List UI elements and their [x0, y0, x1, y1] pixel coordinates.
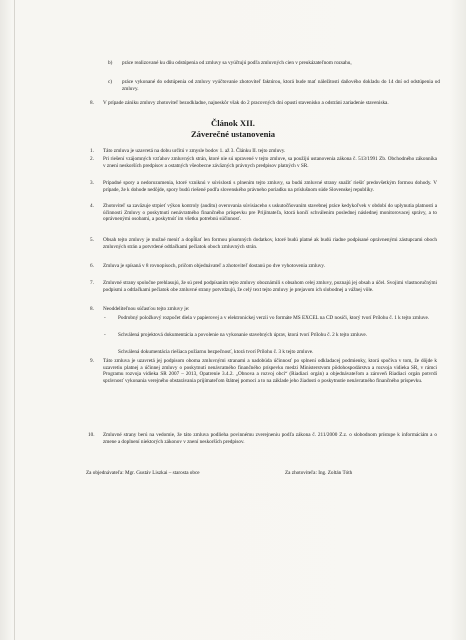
list-item	[0, 100, 466, 114]
item-label: 6.	[90, 263, 94, 269]
item-text: Obsah tejto zmluvy je možné meniť a dopĺňať len formou písomných dodatkov, ktoré budú platné ak budú riadne podpísané oprávnenými zástupcami oboch zmluvných strán a potvrdené odtlačkami pečiatok oboch zmluvných strán.	[103, 237, 437, 250]
item-text: Zhotoviteľ sa zaväzuje strpieť výkon kontroly (auditu) overovania súvisiaceho s uskutočňovaním stavebnej práce kedykoľvek v období do uplynutia platnosti a účinnosti Zmluvy o poskytnutí nenávratného finančného príspevku pre Prijímateľa, ktorá končí schválením poslednej následnej monitorovacej správy, a to oprávnenými osobami, a poskytnúť im všetku potrebnú súčinnosť.	[103, 203, 437, 223]
article-subtitle: Záverečné ustanovenia	[190, 129, 276, 139]
item-text: práce vykonané do odstúpenia od zmluvy vyúčtovanie zhotoviteľ faktúrou, ktorá bude mať náležitosti daňového dokladu do 14 dní od odstúpenia od zmluvy.	[122, 79, 440, 92]
item-text: Táto zmluva je uzavretá jej podpisom oboma zmluvnými stranami a nadobúda účinnosť po splnení odkladacej podmienky, ktorá spočíva v tom, že dôjde k uzavretiu platnej a účinnej zmluvy o poskytnutí nenávratného finančného príspevku medzi Ministerstvom pôdohospodárstva a rozvoja vidieka SR, v rámci Programu rozvoja vidieka SR 2007 – 2013, Opatrenie 3.4.2. „Obnova a rozvoj obcí“ (Riadiaci orgán) a objednávateľom a zároveň Riadiaci orgán potvrdí správnosť vykonania verejného obstarávania prijímateľom štátnej pomoci a to na základe jeho žiadosti o poskytnutie nenávratného finančného príspevku.	[103, 358, 437, 384]
item-text: Táto zmluva je uzavretá na dobu určitú v zmysle bodov 1. až 3. Článku II. tejto zmluvy.	[103, 148, 286, 154]
item-label: 5.	[90, 237, 94, 243]
sub-item-text: Schválená dokumentácia riešiaca požiarnu bezpečnosť, ktorá tvorí Prílohu č. 3 k tejto zmluve.	[118, 349, 314, 355]
item-label: 4.	[90, 203, 94, 209]
item-label: 3.	[90, 180, 94, 186]
item-label: 2.	[90, 156, 94, 162]
item-text: Prípadné spory a nedorozumenia, ktoré vzniknú v súvislosti s plnením tejto zmluvy, sa budú zmluvné strany snažiť riešiť predovšetkým formou dohody. V prípade, že k dohode nedôjde, spory budú riešené podľa slovenského právneho poriadku na príslušnom súde Slovenskej republiky.	[103, 180, 437, 193]
sub-item-bullet: -	[104, 332, 106, 338]
item-text: práce realizované ku dňu odstúpenia od zmluvy sa vyúčtujú podľa zmluvných cien v preukázateľnom rozsahu,	[122, 60, 352, 66]
item-text: Zmluva je spísaná v 8 rovnopisoch, pričom objednávateľ a zhotoviteľ dostanú po dve vyhotovenia zmluvy.	[103, 263, 325, 269]
item-label: 9.	[90, 358, 94, 364]
sub-item-text: Podrobný položkový rozpočet diela v papierovej a v elektronickej verzii vo formáte MS EXCEL na CD nosiči, ktorý tvorí Prílohu č. 1 k tejto zmluve.	[118, 315, 430, 321]
item-text: Pri riešení vzájomných vzťahov zmluvných strán, ktoré nie sú upravené v tejto zmluve, sa použijú ustanovenia zákona č. 513/1991 Zb. Obchodného zákonníka v znení neskorších predpisov a ostatných všeobecne záväzných právnych predpisov platných v SR.	[103, 156, 437, 169]
list-item	[0, 60, 466, 74]
item-text: Zmluvné strany spoločne prehlasujú, že sú pred podpísaním tejto zmluvy oboznámili s obsahom celej zmluvy, poznajú jej obsah a účel. Svojimi vlastnoručnými podpismi a odtlačkami pečiatok obe zmluvné strany potvrdzujú, že celý text tejto zmluvy je prejavom ich slobodnej a vážnej vôle.	[103, 280, 437, 293]
sub-item-bullet: -	[104, 315, 106, 321]
item-label: b)	[108, 60, 113, 66]
signature-objednavatel: Za objednávateľa: Mgr. Gustáv Liszkai – starosta obce	[86, 470, 200, 476]
item-label: 8.	[90, 100, 94, 106]
item-label: 7.	[90, 280, 94, 286]
item-label: 10.	[88, 432, 95, 438]
item-text: Zmluvné strany berú na vedomie, že táto zmluva podlieha povinnému zverejneniu podľa zákona č. 211/2000 Z.z. o slobodnom prístupe k informáciám a o zmene a doplnení niektorých zákonov v znení neskorších predpisov.	[103, 432, 437, 445]
item-label: c)	[108, 79, 113, 85]
list-item	[0, 79, 466, 93]
sub-item-text: Schválená projektová dokumentácia a povolenie na vykonanie stavebných úprav, ktorá tvorí Prílohu č. 2 k tejto zmluve.	[118, 332, 368, 338]
item-text: Neoddeliteľnou súčasťou tejto zmluvy je:	[103, 306, 190, 312]
item-label: 1.	[90, 148, 94, 154]
item-label: 8.	[90, 306, 94, 312]
signature-zhotovitel: Za zhotoviteľa: Ing. Zoltán Tóth	[285, 470, 353, 476]
article-title: Článok XII.	[211, 118, 255, 128]
item-text: V prípade zániku zmluvy zhotoviteľ bezodkladne, najneskôr však do 2 pracovných dní opustí stavenisko a odstráni zariadenie staveniska.	[103, 100, 389, 106]
